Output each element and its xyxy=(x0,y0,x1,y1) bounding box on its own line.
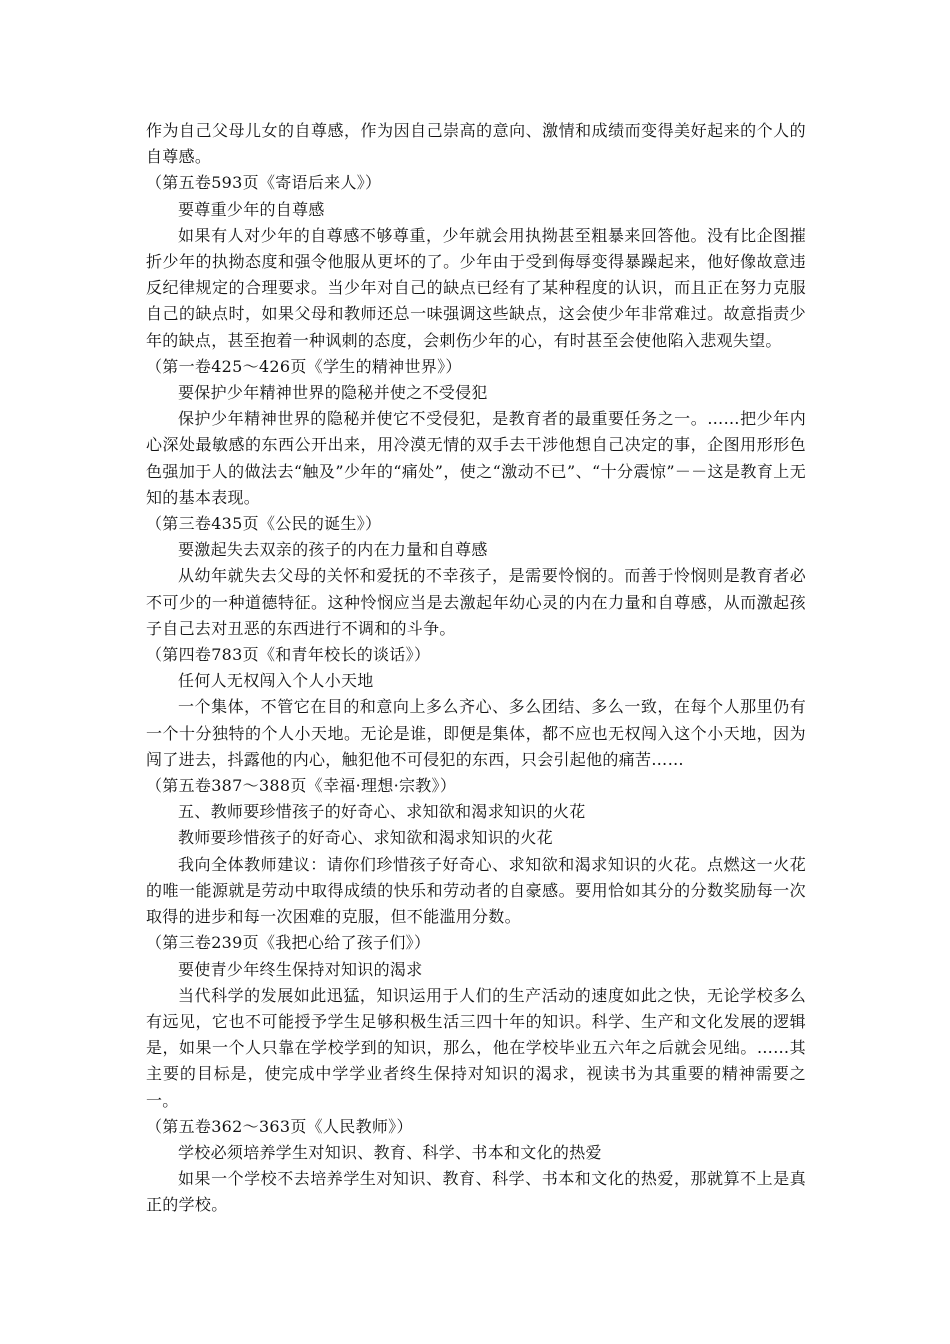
document-page xyxy=(146,118,806,1219)
section-heading: 要保护少年精神世界的隐秘并使之不受侵犯 xyxy=(178,383,488,403)
citation: （第五卷362～363页《人民教师》） xyxy=(146,1116,413,1136)
citation: （第五卷387～388页《幸福·理想·宗教》） xyxy=(146,776,457,796)
section-heading: 要使青少年终生保持对知识的渴求 xyxy=(178,959,423,979)
body-paragraph: 从幼年就失去父母的关怀和爱抚的不幸孩子，是需要怜悯的。而善于怜悯则是教育者必不可少的一种道德特征。这种怜悯应当是去激起年幼心灵的内在力量和自尊感，从而激起孩子自己去对丑恶的东西进行不调和的斗争。 xyxy=(146,566,806,638)
section-heading: 学校必须培养学生对知识、教育、科学、书本和文化的热爱 xyxy=(178,1142,602,1162)
paragraph-continuation: 作为自己父母儿女的自尊感，作为因自己崇高的意向、激情和成绩而变得美好起来的个人的自尊感。 xyxy=(146,121,806,167)
citation: （第三卷435页《公民的诞生》） xyxy=(146,514,382,534)
body-paragraph: 一个集体，不管它在目的和意向上多么齐心、多么团结、多么一致，在每个人那里仍有一个十分独特的个人小天地。无论是谁，即便是集体，都不应也无权闯入这个小天地，因为闯了进去，抖露他的内心，触犯他不可侵犯的东西，只会引起他的痛苦…… xyxy=(146,697,806,769)
body-paragraph: 保护少年精神世界的隐秘并使它不受侵犯，是教育者的最重要任务之一。……把少年内心深处最敏感的东西公开出来，用冷漠无情的双手去干涉他想自己决定的事，企图用形形色色强加于人的做法去“触及”少年的“痛处”，使之“激动不已”、“十分震惊”－－这是教育上无知的基本表现。 xyxy=(146,409,806,507)
body-paragraph: 如果一个学校不去培养学生对知识、教育、科学、书本和文化的热爱，那就算不上是真正的学校。 xyxy=(146,1169,806,1215)
body-paragraph: 当代科学的发展如此迅猛，知识运用于人们的生产活动的速度如此之快，无论学校多么有远见，它也不可能授予学生足够积极生活三四十年的知识。科学、生产和文化发展的逻辑是，如果一个人只靠在学校学到的知识，那么，他在学校毕业五六年之后就会见绌。……其主要的目标是，使完成中学学业者终生保持对知识的渴求，视读书为其重要的精神需要之一。 xyxy=(146,985,806,1110)
section-heading: 要激起失去双亲的孩子的内在力量和自尊感 xyxy=(178,540,488,560)
section-heading: 要尊重少年的自尊感 xyxy=(178,199,325,219)
body-paragraph: 我向全体教师建议：请你们珍惜孩子好奇心、求知欲和渴求知识的火花。点燃这一火花的唯一能源就是劳动中取得成绩的快乐和劳动者的自豪感。要用恰如其分的分数奖励每一次取得的进步和每一次困难的克服，但不能滥用分数。 xyxy=(146,854,806,927)
section-heading: 教师要珍惜孩子的好奇心、求知欲和渴求知识的火花 xyxy=(178,828,553,848)
citation: （第四卷783页《和青年校长的谈话》） xyxy=(146,645,431,665)
citation: （第五卷593页《寄语后来人》） xyxy=(146,173,382,193)
section-heading: 任何人无权闯入个人小天地 xyxy=(178,671,374,691)
citation: （第一卷425～426页《学生的精神世界》） xyxy=(146,356,462,376)
citation: （第三卷239页《我把心给了孩子们》） xyxy=(146,933,431,953)
chapter-heading: 五、教师要珍惜孩子的好奇心、求知欲和渴求知识的火花 xyxy=(178,802,586,822)
body-paragraph: 如果有人对少年的自尊感不够尊重，少年就会用执拗甚至粗暴来回答他。没有比企图摧折少年的执拗态度和强令他服从更坏的了。少年由于受到侮辱变得暴躁起来，他好像故意违反纪律规定的合理要求。当少年对自己的缺点已经有了某种程度的认识，而且正在努力克服自己的缺点时，如果父母和教师还总一味强调这些缺点，这会使少年非常难过。故意指责少年的缺点，甚至抱着一种讽刺的态度，会刺伤少年的心，有时甚至会使他陷入悲观失望。 xyxy=(146,225,806,350)
